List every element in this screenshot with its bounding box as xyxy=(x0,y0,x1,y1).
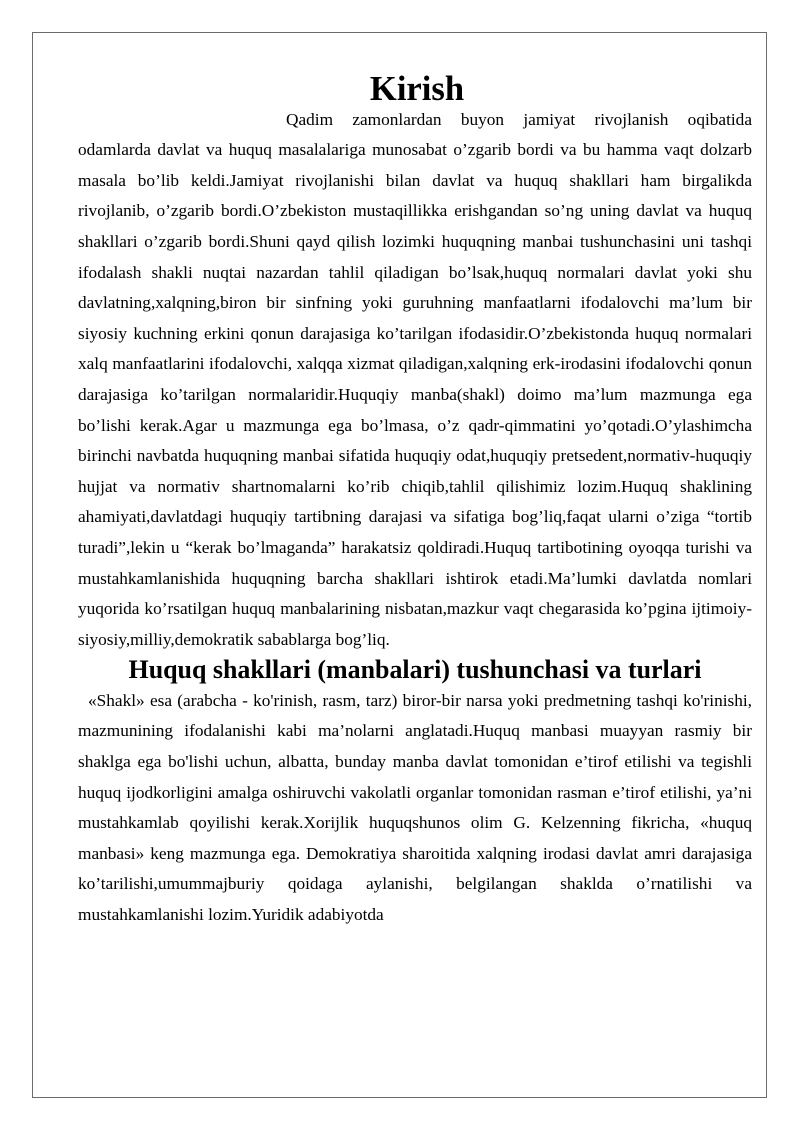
intro-paragraph: Qadim zamonlardan buyon jamiyat rivojlanish oqibatida odamlarda davlat va huquq masalalariga munosabat o’zgarib bordi va bu hamma vaqt dolzarb masala bo’lib keldi.Jamiyat rivojlanishi bilan davlat va huquq shakllari ham birgalikda rivojlanib, o’zgarib bordi.O’zbekiston mustaqillikka erishgandan so’ng uning davlat va huquq shakllari o’zgarib bordi.Shuni qayd qilish lozimki huquqning manbai tushunchasini uni tashqi ifodalash shakli nuqtai nazardan tahlil qiladigan bo’lsak,huquq normalari davlat yoki shu davlatning,xalqning,biron bir sinfning yoki guruhning manfaatlarni ifodalovchi ma’lum bir siyosiy kuchning erkini qonun darajasiga ko’tarilgan ifodasidir.O’zbekistonda huquq normalari xalq manfaatlarini ifodalovchi, xalqqa xizmat qiladigan,xalqning erk-irodasini ifodalovchi qonun darajasiga ko’tarilgan normalaridir.Huquqiy manba(shakl) doimo ma’lum mazmunga ega bo’lishi kerak.Agar u mazmunga ega bo’lmasa, o’z qadr-qimmatini yo’qotadi.O’ylashimcha birinchi navbatda huquqning manbai sifatida huquqiy odat,huquqiy pretsedent,normativ-huquqiy hujjat va normativ shartnomalarni ko’rib chiqib,tahlil qilishimiz lozim.Huquq shaklining ahamiyati,davlatdagi huquqiy tartibning darajasi va sifatiga bog’liq,faqat ularni o’ziga “tortib turadi”,lekin u “kerak bo’lmaganda” harakatsiz qoldiradi.Huquq tartibotining oyoqqa turishi va mustahkamlanishida huquqning barcha shakllari ishtirok etadi.Ma’lumki davlatda nomlari yuqorida ko’rsatilgan huquq manbalarining nisbatan,mazkur vaqt chegarasida ko’pgina ijtimoiy-siyosiy,milliy,demokratik sabablarga bog’liq. xyxy=(78,109,752,649)
intro-heading: Kirish xyxy=(369,70,465,108)
section-paragraph: «Shakl» esa (arabcha - ko'rinish, rasm, tarz) biror-bir narsa yoki predmetning tashqi ko'rinishi, mazmunining ifodalanishi kabi ma’nolarni anglatadi.Huquq manbasi muayyan rasmiy bir shaklga ega bo'lishi uchun, albatta, bunday manba davlat tomonidan e’tirof etilishi va tegishli huquq ijodkorligini amalga oshiruvchi vakolatli organlar tomonidan rasman e’tirof etilishi, ya’ni mustahkamlab qoyilishi kerak.Xorijlik huquqshunos olim G. Kelzenning fikricha, «huquq manbasi» keng mazmunga ega. Demokratiya sharoitida xalqning irodasi davlat amri darajasiga ko’tarilishi,umummajburiy qoidaga aylanishi, belgilangan shaklda o’rnatilishi va mustahkamlanishi lozim.Yuridik adabiyotda xyxy=(78,690,752,925)
section-heading: Huquq shakllari (manbalari) tushunchasi va turlari xyxy=(128,655,702,685)
document-body xyxy=(78,70,752,931)
